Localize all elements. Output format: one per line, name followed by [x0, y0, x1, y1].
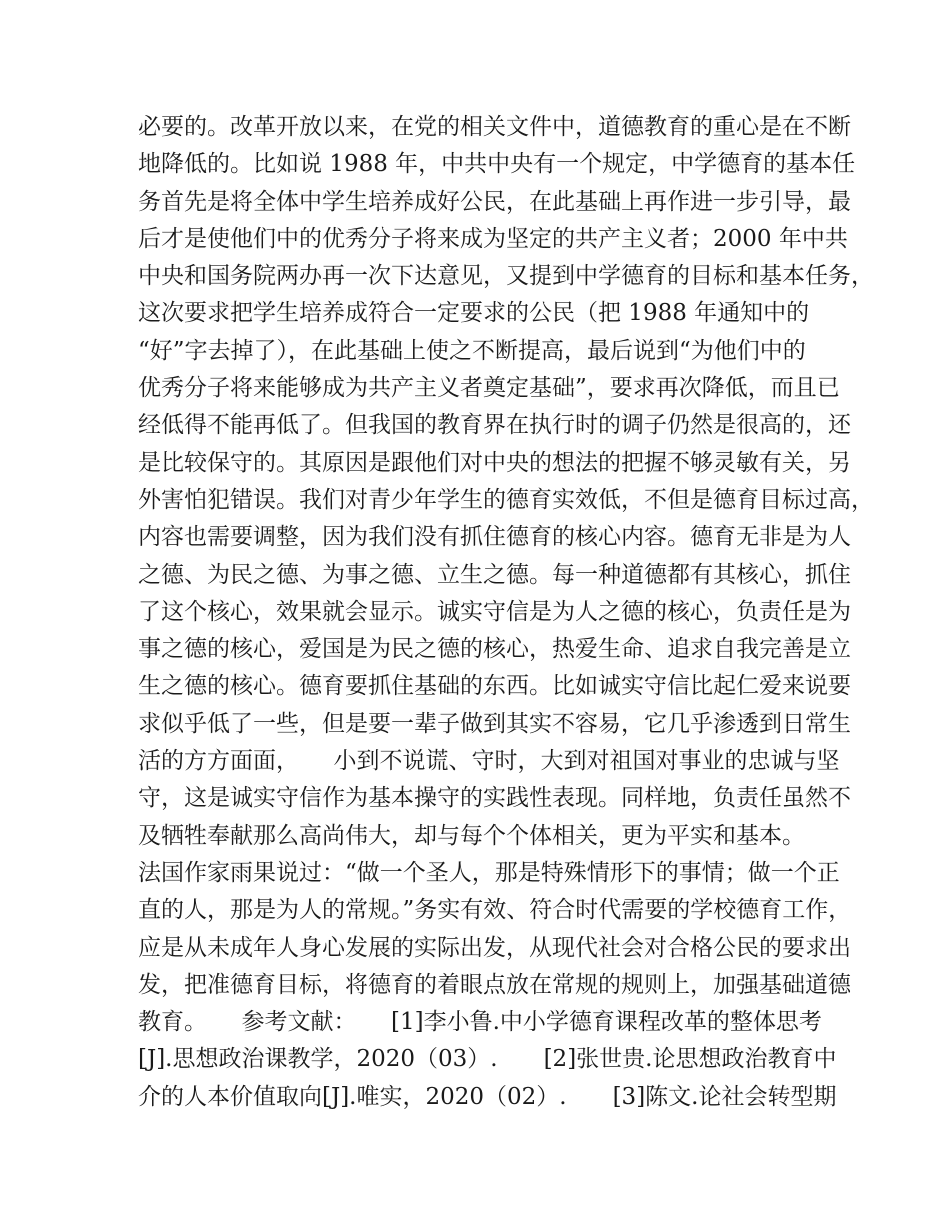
text-line: 地降低的。比如说 1988 年，中共中央有一个规定，中学德育的基本任 — [138, 151, 856, 178]
text-line: 直的人，那是为人的常规。”务实有效、符合时代需要的学校德育工作， — [138, 897, 852, 924]
text-line: “好”字去掉了），在此基础上使之不断提高，最后说到“为他们中的 — [138, 337, 806, 364]
text-line: 必要的。改革开放以来，在党的相关文件中，道德教育的重心是在不断 — [138, 114, 851, 140]
text-line: 外害怕犯错误。我们对青少年学生的德育实效低，不但是德育目标过高， — [138, 486, 874, 513]
text-line: 是比较保守的。其原因是跟他们对中央的想法的把握不够灵敏有关，另 — [138, 449, 851, 476]
text-line: [J].思想政治课教学，2020（03）. [2]张世贵.论思想政治教育中 — [138, 1046, 837, 1073]
text-line: 求似乎低了一些，但是要一辈子做到其实不容易，它几乎渗透到日常生 — [138, 710, 851, 737]
text-line: 事之德的核心，爱国是为民之德的核心，热爱生命、追求自我完善是立 — [138, 636, 851, 663]
text-line: 及牺牲奉献那么高尚伟大，却与每个个体相关，更为平实和基本。 — [138, 822, 805, 849]
text-line: 活的方方面面， 小到不说谎、守时，大到对祖国对事业的忠诚与坚 — [138, 748, 840, 775]
text-line: 应是从未成年人身心发展的实际出发，从现代社会对合格公民的要求出 — [138, 934, 851, 961]
text-line: 务首先是将全体中学生培养成好公民，在此基础上再作进一步引导，最 — [138, 188, 851, 215]
text-line: 内容也需要调整，因为我们没有抓住德育的核心内容。德育无非是为人 — [138, 524, 851, 551]
text-line: 教育。 参考文献： [1]李小鲁.中小学德育课程改革的整体思考 — [138, 1009, 822, 1036]
text-line: 这次要求把学生培养成符合一定要求的公民（把 1988 年通知中的 — [138, 300, 810, 327]
text-line: 生之德的核心。德育要抓住基础的东西。比如诚实守信比起仁爱来说要 — [138, 673, 851, 700]
text-line: 守，这是诚实守信作为基本操守的实践性表现。同样地，负责任虽然不 — [138, 785, 851, 812]
text-line: 中央和国务院两办再一次下达意见，又提到中学德育的目标和基本任务， — [138, 263, 874, 290]
text-line: 后才是使他们中的优秀分子将来成为坚定的共产主义者；2000 年中共 — [138, 225, 848, 252]
text-line: 经低得不能再低了。但我国的教育界在执行时的调子仍然是很高的，还 — [138, 412, 851, 439]
text-line: 优秀分子将来能够成为共产主义者奠定基础”，要求再次降低，而且已 — [138, 375, 840, 402]
text-line: 发，把准德育目标，将德育的着眼点放在常规的规则上，加强基础道德 — [138, 971, 851, 998]
body-text — [138, 109, 874, 1116]
text-line: 介的人本价值取向[J].唯实，2020（02）. [3]陈文.论社会转型期 — [138, 1083, 837, 1110]
text-line: 之德、为民之德、为事之德、立生之德。每一种道德都有其核心，抓住 — [138, 561, 851, 588]
text-line: 了这个核心，效果就会显示。诚实守信是为人之德的核心，负责任是为 — [138, 598, 851, 625]
text-line: 法国作家雨果说过：“做一个圣人，那是特殊情形下的事情；做一个正 — [138, 859, 840, 886]
